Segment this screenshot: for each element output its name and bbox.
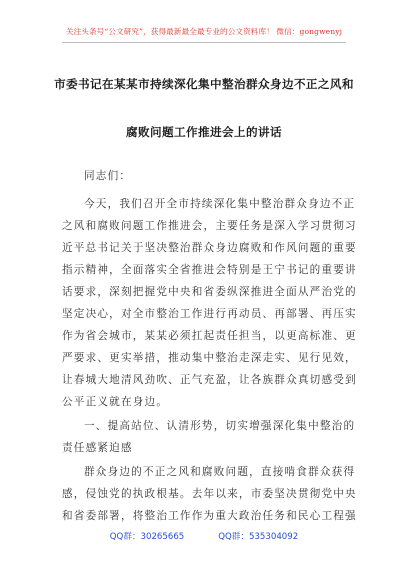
- body-line: 让春城大地清风劲吹、正气充盈，让各族群众真切感受到: [62, 374, 357, 386]
- body-line: 坚定决心，对全市整治工作进行再动员、再部署、再压实: [62, 308, 357, 320]
- section-heading-line: 责任感紧迫感: [62, 442, 133, 454]
- footer-qq-group-1: QQ群：30265665: [109, 532, 185, 542]
- section-heading-line: 一、提高站位、认清形势，切实增强深化集中整治的: [84, 420, 356, 432]
- body-line: 群众身边的不正之风和腐败问题，直接啃食群众获得: [84, 466, 356, 478]
- header-divider: [62, 42, 346, 43]
- body-line: 近平总书记关于坚决整治群众身边腐败和作风问题的重要: [62, 242, 357, 254]
- title-line-2: 腐败问题工作推进会上的讲话: [126, 125, 282, 139]
- body-line: 和省委部署，将整治工作作为重大政治任务和民心工程强: [62, 510, 357, 522]
- salutation: 同志们：: [84, 170, 132, 182]
- footer-qq-group-2: QQ群：535304092: [218, 532, 299, 542]
- body-line: 话要求，深刻把握党中央和省委纵深推进全面从严治党的: [62, 286, 357, 298]
- footer-qq-groups: [0, 530, 408, 542]
- header-banner: 关注头条号“公文研究”，获得最新最全最专业的公文资料库！ 微信：gongwenyj: [65, 27, 343, 36]
- body-line: 公平正义就在身边。: [62, 396, 169, 408]
- body-line: 之风和腐败问题工作推进会，主要任务是深入学习贯彻习: [62, 220, 357, 232]
- body-line: 今天，我们召开全市持续深化集中整治群众身边不正: [84, 198, 356, 210]
- body-line: 严要求、更实举措，推动集中整治走深走实、见行见效，: [62, 352, 357, 364]
- body-line: 指示精神，全面落实全省推进会特别是王宁书记的重要讲: [62, 264, 357, 276]
- body-line: 作为省会城市，某某必须扛起责任担当，以更高标准、更: [62, 330, 357, 342]
- body-line: 感，侵蚀党的执政根基。去年以来，市委坚决贯彻党中央: [62, 488, 357, 500]
- title-line-1: 市委书记在某某市持续深化集中整治群众身边不正之风和: [54, 77, 354, 91]
